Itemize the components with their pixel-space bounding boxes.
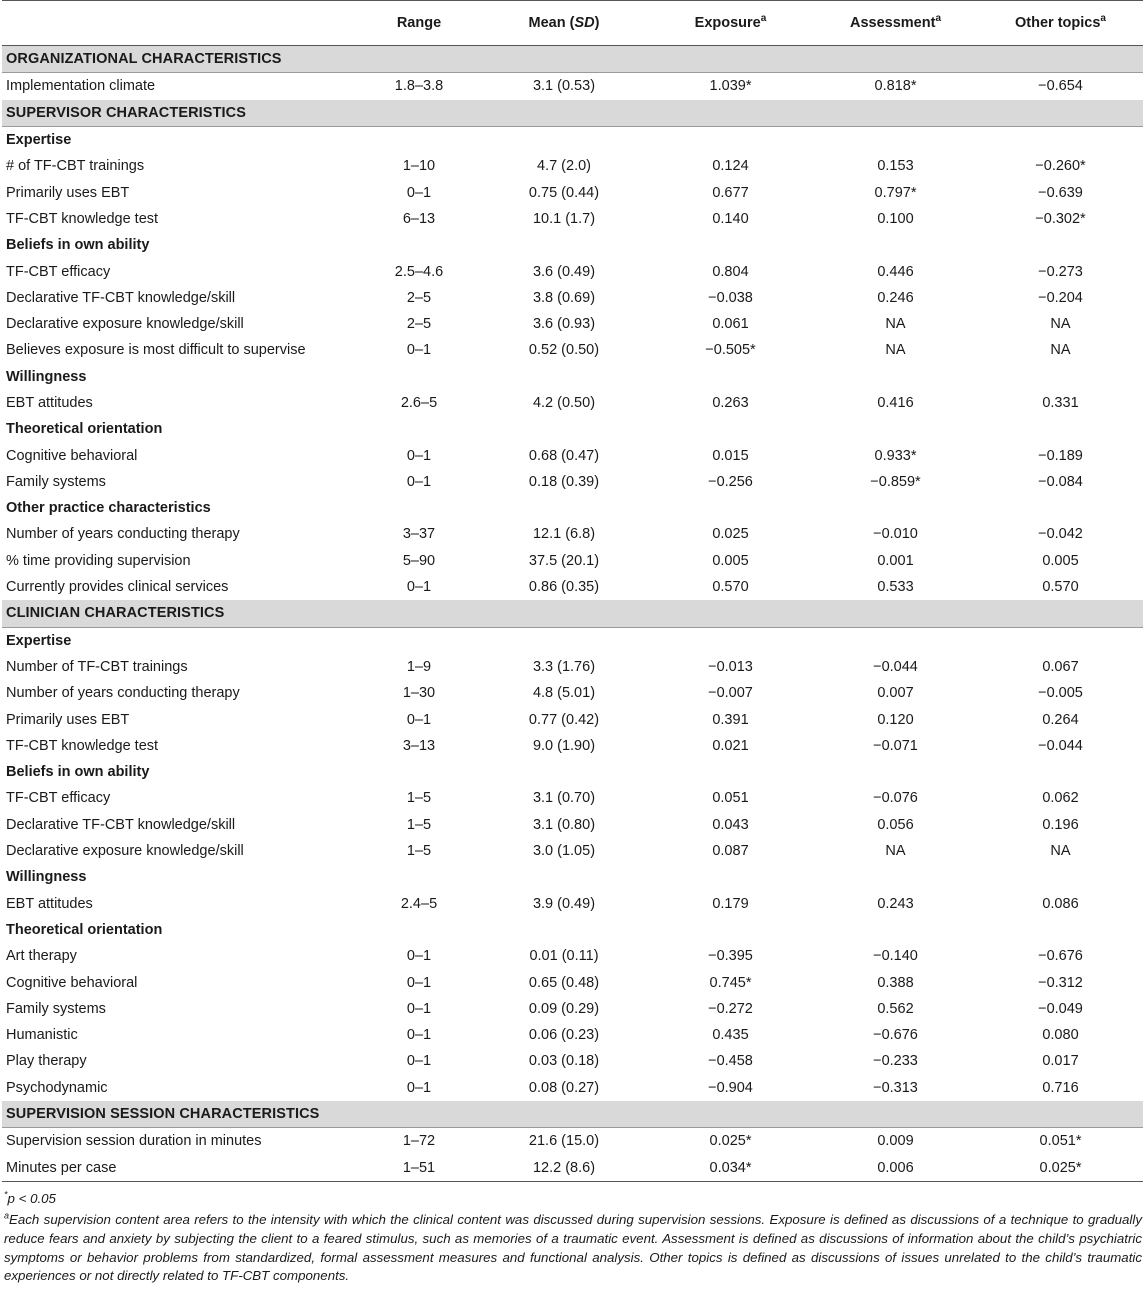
subsection-header-row xyxy=(2,126,1143,153)
subsection-header-row xyxy=(2,416,1143,442)
cell-other: −0.044 xyxy=(1038,737,1083,754)
table-row xyxy=(2,969,1143,995)
cell-assessment: −0.071 xyxy=(873,737,918,754)
cell-mean: 0.09 (0.29) xyxy=(528,1000,600,1017)
cell-other: −0.042 xyxy=(1038,526,1083,543)
cell-other: 0.025* xyxy=(978,1154,1143,1181)
table-row xyxy=(2,179,1143,205)
cell-exposure: 0.043 xyxy=(712,816,749,833)
subsection-title: Beliefs in own ability xyxy=(6,764,150,781)
cell-other: 0.716 xyxy=(1042,1079,1079,1096)
cell-exposure: 0.745* xyxy=(709,974,752,991)
cell-range: 0–1 xyxy=(406,447,432,464)
subsection-title: Willingness xyxy=(6,869,87,886)
cell-exposure: 0.087 xyxy=(712,843,749,860)
cell-mean: 3.1 (0.80) xyxy=(532,816,596,833)
cell-assessment: 0.056 xyxy=(877,816,914,833)
cell-other: −0.302* xyxy=(1035,210,1086,227)
cell-other: −0.639 xyxy=(1038,184,1083,201)
cell-mean: 37.5 (20.1) xyxy=(528,552,600,569)
cell-assessment: 0.001 xyxy=(877,552,914,569)
section-header-row xyxy=(2,100,1143,127)
cell-exposure: −0.038 xyxy=(708,289,753,306)
table-row xyxy=(2,654,1143,680)
table-row xyxy=(2,153,1143,179)
table-row xyxy=(2,311,1143,337)
cell-assessment: −0.859* xyxy=(870,473,921,490)
table-row xyxy=(2,812,1143,838)
header-variable xyxy=(2,1,358,46)
cell-mean: 3.9 (0.49) xyxy=(532,895,596,912)
table-row xyxy=(2,838,1143,864)
cell-range: 0–1 xyxy=(406,579,432,596)
table-row xyxy=(2,73,1143,100)
row-label: Declarative TF-CBT knowledge/skill xyxy=(6,289,236,306)
cell-range: 2–5 xyxy=(406,316,432,333)
cell-exposure: 0.179 xyxy=(712,895,749,912)
cell-mean: 4.8 (5.01) xyxy=(532,685,596,702)
row-label: Implementation climate xyxy=(6,78,156,95)
cell-exposure: −0.272 xyxy=(708,1000,753,1017)
cell-assessment: 0.120 xyxy=(877,711,914,728)
cell-other: 0.086 xyxy=(1042,895,1079,912)
cell-exposure: 0.051 xyxy=(712,790,749,807)
cell-exposure: −0.505* xyxy=(705,342,756,359)
cell-range: 0–1 xyxy=(406,974,432,991)
cell-other: −0.084 xyxy=(1038,473,1083,490)
row-label: Family systems xyxy=(6,1000,106,1017)
cell-assessment: 0.246 xyxy=(877,289,914,306)
cell-mean: 10.1 (1.7) xyxy=(532,210,596,227)
cell-other: 0.080 xyxy=(1042,1027,1079,1044)
cell-assessment: NA xyxy=(885,342,906,359)
subsection-title: Other practice characteristics xyxy=(6,500,211,517)
cell-other: NA xyxy=(1050,316,1071,333)
cell-assessment: 0.933* xyxy=(874,447,917,464)
cell-range: 0–1 xyxy=(406,1027,432,1044)
cell-exposure: 0.025* xyxy=(709,1133,752,1150)
section-title: ORGANIZATIONAL CHARACTERISTICS xyxy=(2,46,1143,73)
subsection-header-row xyxy=(2,627,1143,654)
cell-other: 0.051* xyxy=(1039,1133,1082,1150)
cell-range: 2–5 xyxy=(406,289,432,306)
section-header-row xyxy=(2,1101,1143,1128)
table-row xyxy=(2,390,1143,416)
cell-mean: 0.18 (0.39) xyxy=(528,473,600,490)
cell-mean: 3.6 (0.93) xyxy=(532,316,596,333)
cell-assessment: 0.797* xyxy=(874,184,917,201)
row-label: Primarily uses EBT xyxy=(6,711,130,728)
table-row xyxy=(2,574,1143,600)
cell-assessment: −0.313 xyxy=(873,1079,918,1096)
cell-mean: 0.03 (0.18) xyxy=(528,1053,600,1070)
cell-assessment: −0.044 xyxy=(873,658,918,675)
subsection-header-row xyxy=(2,495,1143,521)
cell-exposure: 0.570 xyxy=(712,579,749,596)
row-label: Declarative exposure knowledge/skill xyxy=(6,316,244,333)
row-label: Number of years conducting therapy xyxy=(6,526,240,543)
cell-mean: 9.0 (1.90) xyxy=(532,737,596,754)
cell-range: 1.8–3.8 xyxy=(394,78,444,95)
cell-other: −0.260* xyxy=(1035,158,1086,175)
cell-range: 0–1 xyxy=(406,711,432,728)
cell-other: −0.654 xyxy=(1038,78,1083,95)
header-mean: Mean (SD) xyxy=(480,1,648,46)
row-label: Humanistic xyxy=(6,1027,78,1044)
row-label: TF-CBT knowledge test xyxy=(6,737,159,754)
cell-range: 0–1 xyxy=(406,342,432,359)
cell-assessment: NA xyxy=(885,843,906,860)
table-row xyxy=(2,680,1143,706)
row-label: # of TF-CBT trainings xyxy=(6,158,145,175)
subsection-title: Beliefs in own ability xyxy=(6,237,150,254)
row-label: EBT attitudes xyxy=(6,395,93,411)
cell-assessment: 0.243 xyxy=(877,895,914,912)
cell-range: 1–51 xyxy=(358,1154,480,1181)
row-label: Art therapy xyxy=(6,948,77,965)
header-row xyxy=(2,1,1143,46)
row-label: Declarative TF-CBT knowledge/skill xyxy=(6,816,236,833)
cell-exposure: 0.034* xyxy=(648,1154,813,1181)
cell-exposure: 0.677 xyxy=(712,184,749,201)
cell-mean: 3.0 (1.05) xyxy=(532,843,596,860)
cell-other: −0.189 xyxy=(1038,447,1083,464)
cell-mean: 3.3 (1.76) xyxy=(532,658,596,675)
row-label: Psychodynamic xyxy=(6,1079,108,1096)
cell-other: 0.331 xyxy=(1042,395,1079,411)
section-title: SUPERVISOR CHARACTERISTICS xyxy=(2,100,1143,127)
table-row xyxy=(2,943,1143,969)
table-row xyxy=(2,285,1143,311)
table-row xyxy=(2,469,1143,495)
row-label: Currently provides clinical services xyxy=(6,579,229,596)
cell-exposure: −0.395 xyxy=(708,948,753,965)
results-table xyxy=(2,0,1143,1182)
cell-range: 5–90 xyxy=(402,552,436,569)
cell-mean: 3.1 (0.70) xyxy=(532,790,596,807)
cell-exposure: −0.458 xyxy=(708,1053,753,1070)
row-label: Play therapy xyxy=(6,1053,87,1070)
table-row xyxy=(2,1075,1143,1101)
cell-exposure: −0.904 xyxy=(708,1079,753,1096)
cell-assessment: NA xyxy=(885,316,906,333)
cell-exposure: 0.021 xyxy=(712,737,749,754)
cell-range: 1–30 xyxy=(402,685,436,702)
cell-range: 1–72 xyxy=(402,1133,436,1150)
cell-range: 2.5–4.6 xyxy=(394,263,444,280)
cell-other: 0.062 xyxy=(1042,790,1079,807)
cell-assessment: 0.006 xyxy=(813,1154,978,1181)
subsection-title: Willingness xyxy=(6,368,87,385)
cell-range: 0–1 xyxy=(406,948,432,965)
subsection-header-row xyxy=(2,917,1143,943)
row-label: Cognitive behavioral xyxy=(6,447,138,464)
cell-exposure: 0.435 xyxy=(712,1027,749,1044)
subsection-title: Expertise xyxy=(6,632,72,649)
table-row xyxy=(2,206,1143,232)
row-label: Supervision session duration in minutes xyxy=(6,1133,262,1150)
cell-range: 2.4–5 xyxy=(400,895,438,912)
cell-assessment: 0.533 xyxy=(877,579,914,596)
subsection-title: Theoretical orientation xyxy=(6,421,163,438)
header-range: Range xyxy=(358,1,480,46)
table-row xyxy=(2,1128,1143,1155)
cell-range: 1–5 xyxy=(406,790,432,807)
cell-range: 2.6–5 xyxy=(400,395,438,411)
row-label: Cognitive behavioral xyxy=(6,974,138,991)
cell-mean: 0.08 (0.27) xyxy=(528,1079,600,1096)
cell-exposure: 0.061 xyxy=(712,316,749,333)
cell-exposure: 0.391 xyxy=(712,711,749,728)
row-label: TF-CBT efficacy xyxy=(6,790,111,807)
cell-mean: 0.68 (0.47) xyxy=(528,447,600,464)
cell-assessment: −0.676 xyxy=(873,1027,918,1044)
cell-assessment: −0.233 xyxy=(873,1053,918,1070)
cell-other: 0.570 xyxy=(1042,579,1079,596)
cell-exposure: 0.005 xyxy=(712,552,749,569)
table-row xyxy=(2,521,1143,547)
cell-mean: 0.86 (0.35) xyxy=(528,579,600,596)
cell-other: −0.204 xyxy=(1038,289,1083,306)
row-label: EBT attitudes xyxy=(6,895,93,912)
header-exposure: Exposure$^a$ xyxy=(648,1,813,46)
cell-other: 0.005 xyxy=(1042,552,1079,569)
cell-mean: 0.77 (0.42) xyxy=(528,711,600,728)
table-header xyxy=(2,1,1143,46)
section-header-row xyxy=(2,600,1143,627)
cell-mean: 0.75 (0.44) xyxy=(528,184,600,201)
row-label: Number of TF-CBT trainings xyxy=(6,658,188,675)
cell-mean: 4.2 (0.50) xyxy=(532,395,596,411)
subsection-header-row xyxy=(2,759,1143,785)
cell-assessment: 0.818* xyxy=(874,78,917,95)
cell-other: 0.017 xyxy=(1042,1053,1079,1070)
subsection-title: Expertise xyxy=(6,132,72,149)
cell-assessment: −0.076 xyxy=(873,790,918,807)
subsection-title: Theoretical orientation xyxy=(6,921,163,938)
cell-range: 0–1 xyxy=(406,1053,432,1070)
cell-assessment: 0.446 xyxy=(877,263,914,280)
cell-assessment: 0.009 xyxy=(877,1133,914,1150)
cell-mean: 3.8 (0.69) xyxy=(532,289,596,306)
cell-range: 0–1 xyxy=(406,1079,432,1096)
cell-range: 3–13 xyxy=(402,737,436,754)
cell-other: 0.196 xyxy=(1042,816,1079,833)
cell-range: 0–1 xyxy=(406,184,432,201)
cell-range: 0–1 xyxy=(406,1000,432,1017)
cell-assessment: 0.100 xyxy=(877,210,914,227)
row-label: TF-CBT knowledge test xyxy=(6,210,159,227)
cell-mean: 0.01 (0.11) xyxy=(529,948,599,965)
row-label: Number of years conducting therapy xyxy=(6,685,240,702)
row-label: Primarily uses EBT xyxy=(6,184,130,201)
table-row xyxy=(2,996,1143,1022)
cell-range: 1–9 xyxy=(406,658,432,675)
cell-assessment: 0.388 xyxy=(877,974,914,991)
cell-other: −0.312 xyxy=(1038,974,1083,991)
cell-exposure: 0.124 xyxy=(712,158,749,175)
row-label: Declarative exposure knowledge/skill xyxy=(6,843,244,860)
table-row xyxy=(2,733,1143,759)
cell-exposure: −0.256 xyxy=(708,473,753,490)
table-row xyxy=(2,891,1143,917)
section-header-row xyxy=(2,46,1143,73)
table-row xyxy=(2,442,1143,468)
cell-other: −0.005 xyxy=(1038,685,1083,702)
cell-mean: 0.06 (0.23) xyxy=(528,1027,600,1044)
cell-mean: 3.6 (0.49) xyxy=(532,263,596,280)
header-assessment: Assessment$^a$ xyxy=(813,1,978,46)
cell-range: 6–13 xyxy=(402,210,436,227)
header-other-topics: Other topics$^a$ xyxy=(978,1,1143,46)
table-body xyxy=(2,46,1143,1182)
table-row xyxy=(2,1022,1143,1048)
row-label: % time providing supervision xyxy=(6,552,191,569)
table-footnotes xyxy=(4,1190,1142,1286)
row-label: Believes exposure is most difficult to supervise xyxy=(6,342,306,359)
table-row xyxy=(2,258,1143,284)
cell-mean: 12.2 (8.6) xyxy=(480,1154,648,1181)
cell-other: NA xyxy=(1050,342,1071,359)
cell-exposure: 1.039* xyxy=(709,78,752,95)
table-row xyxy=(2,337,1143,363)
table-row xyxy=(2,706,1143,732)
cell-mean: 0.52 (0.50) xyxy=(528,342,600,359)
cell-range: 1–5 xyxy=(406,816,432,833)
cell-exposure: −0.013 xyxy=(708,658,753,675)
table-row xyxy=(2,1048,1143,1074)
cell-other: −0.049 xyxy=(1038,1000,1083,1017)
table-row xyxy=(2,1154,1143,1181)
cell-range: 3–37 xyxy=(402,526,436,543)
cell-assessment: −0.010 xyxy=(873,526,918,543)
table-row xyxy=(2,548,1143,574)
row-label: Family systems xyxy=(6,473,106,490)
cell-other: −0.273 xyxy=(1038,263,1083,280)
cell-mean: 3.1 (0.53) xyxy=(532,78,596,95)
cell-other: 0.067 xyxy=(1042,658,1079,675)
cell-mean: 4.7 (2.0) xyxy=(537,158,591,175)
subsection-header-row xyxy=(2,232,1143,258)
row-label: Minutes per case xyxy=(2,1154,358,1181)
cell-assessment: 0.562 xyxy=(877,1000,914,1017)
cell-range: 1–10 xyxy=(402,158,436,175)
cell-exposure: 0.804 xyxy=(712,263,749,280)
cell-assessment: 0.416 xyxy=(877,395,914,411)
footnote-a: $^a$Each supervision content area refers to the intensity with which the clinical content was discussed during supervision sessions. Exposure is defined as discussions of a technique to gradually reduce fears and anxiety by subjecting the client to a feared stimulus, such as memories of a traumatic event. Assessment is defined as discussions of information about the child’s psychiatric symptoms or behavior problems from standardized, formal assessment measures and functional analysis. Other topics is defined as discussions of issues unrelated to the child’s traumatic experiences or not directly related to TF-CBT components. xyxy=(4,1210,1142,1284)
table-row xyxy=(2,785,1143,811)
cell-range: 1–5 xyxy=(406,843,432,860)
cell-exposure: 0.015 xyxy=(712,447,749,464)
cell-assessment: 0.007 xyxy=(877,685,914,702)
cell-other: 0.264 xyxy=(1042,711,1079,728)
cell-exposure: 0.263 xyxy=(712,395,749,411)
cell-other: −0.676 xyxy=(1038,948,1083,965)
footnote-significance: *p < 0.05 xyxy=(4,1189,56,1206)
cell-exposure: −0.007 xyxy=(708,685,753,702)
subsection-header-row xyxy=(2,864,1143,890)
cell-assessment: 0.153 xyxy=(877,158,914,175)
cell-mean: 0.65 (0.48) xyxy=(528,974,600,991)
cell-other: NA xyxy=(1050,843,1071,860)
subsection-header-row xyxy=(2,364,1143,390)
cell-assessment: −0.140 xyxy=(873,948,918,965)
row-label: TF-CBT efficacy xyxy=(6,263,111,280)
cell-mean: 12.1 (6.8) xyxy=(532,526,596,543)
section-title: CLINICIAN CHARACTERISTICS xyxy=(2,600,1143,627)
section-title: SUPERVISION SESSION CHARACTERISTICS xyxy=(2,1101,1143,1128)
cell-exposure: 0.140 xyxy=(712,210,749,227)
cell-exposure: 0.025 xyxy=(712,526,749,543)
cell-mean: 21.6 (15.0) xyxy=(528,1133,600,1150)
cell-range: 0–1 xyxy=(406,473,432,490)
